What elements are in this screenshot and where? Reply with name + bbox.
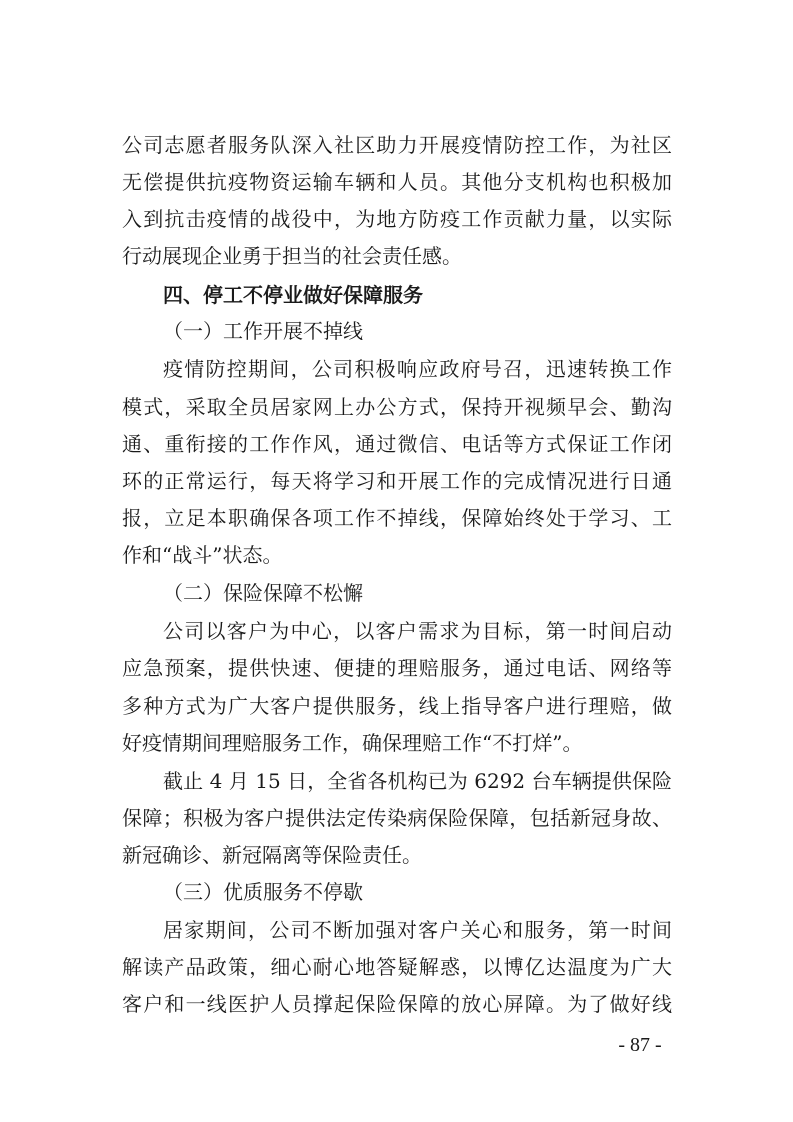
- body-line: 公司志愿者服务队深入社区助力开展疫情防控工作，为社区: [122, 133, 672, 157]
- subsection-heading: （一）工作开展不掉线: [163, 319, 363, 343]
- body-line: 报，立足本职确保各项工作不掉线，保障始终处于学习、工: [122, 506, 672, 530]
- subsection-heading: （三）优质服务不停歇: [163, 880, 363, 904]
- section-heading: 四、停工不停业做好保障服务: [163, 283, 423, 307]
- body-line: 环的正常运行，每天将学习和开展工作的完成情况进行日通: [122, 469, 672, 493]
- body-line: 保障；积极为客户提供法定传染病保险保障，包括新冠身故、: [122, 806, 672, 830]
- body-line: 模式，采取全员居家网上办公方式，保持开视频早会、勤沟: [122, 395, 672, 419]
- subsection-heading: （二）保险保障不松懈: [163, 581, 363, 605]
- body-line: 入到抗击疫情的战役中，为地方防疫工作贡献力量，以实际: [122, 207, 672, 231]
- body-line: 作和“战斗”状态。: [122, 543, 283, 567]
- body-line: 无偿提供抗疫物资运输车辆和人员。其他分支机构也积极加: [122, 170, 672, 194]
- body-line: 居家期间，公司不断加强对客户关心和服务，第一时间: [163, 918, 672, 942]
- body-line: 行动展现企业勇于担当的社会责任感。: [122, 244, 462, 268]
- body-line: 新冠确诊、新冠隔离等保险责任。: [122, 843, 422, 867]
- body-line: 截止 4 月 15 日，全省各机构已为 6292 台车辆提供保险: [163, 769, 672, 793]
- page-number: - 87 -: [618, 1034, 662, 1056]
- body-line: 多种方式为广大客户提供服务，线上指导客户进行理赔，做: [122, 694, 672, 718]
- body-line: 应急预案，提供快速、便捷的理赔服务，通过电话、网络等: [122, 656, 672, 680]
- body-line: 好疫情期间理赔服务工作，确保理赔工作“不打烊”。: [122, 731, 583, 755]
- body-line: 解读产品政策，细心耐心地答疑解惑，以博亿达温度为广大: [122, 955, 672, 979]
- body-line: 通、重衔接的工作作风，通过微信、电话等方式保证工作闭: [122, 432, 672, 456]
- body-line: 公司以客户为中心，以客户需求为目标，第一时间启动: [163, 619, 672, 643]
- body-line: 疫情防控期间，公司积极响应政府号召，迅速转换工作: [163, 357, 672, 381]
- body-line: 客户和一线医护人员撑起保险保障的放心屏障。为了做好线: [122, 992, 672, 1016]
